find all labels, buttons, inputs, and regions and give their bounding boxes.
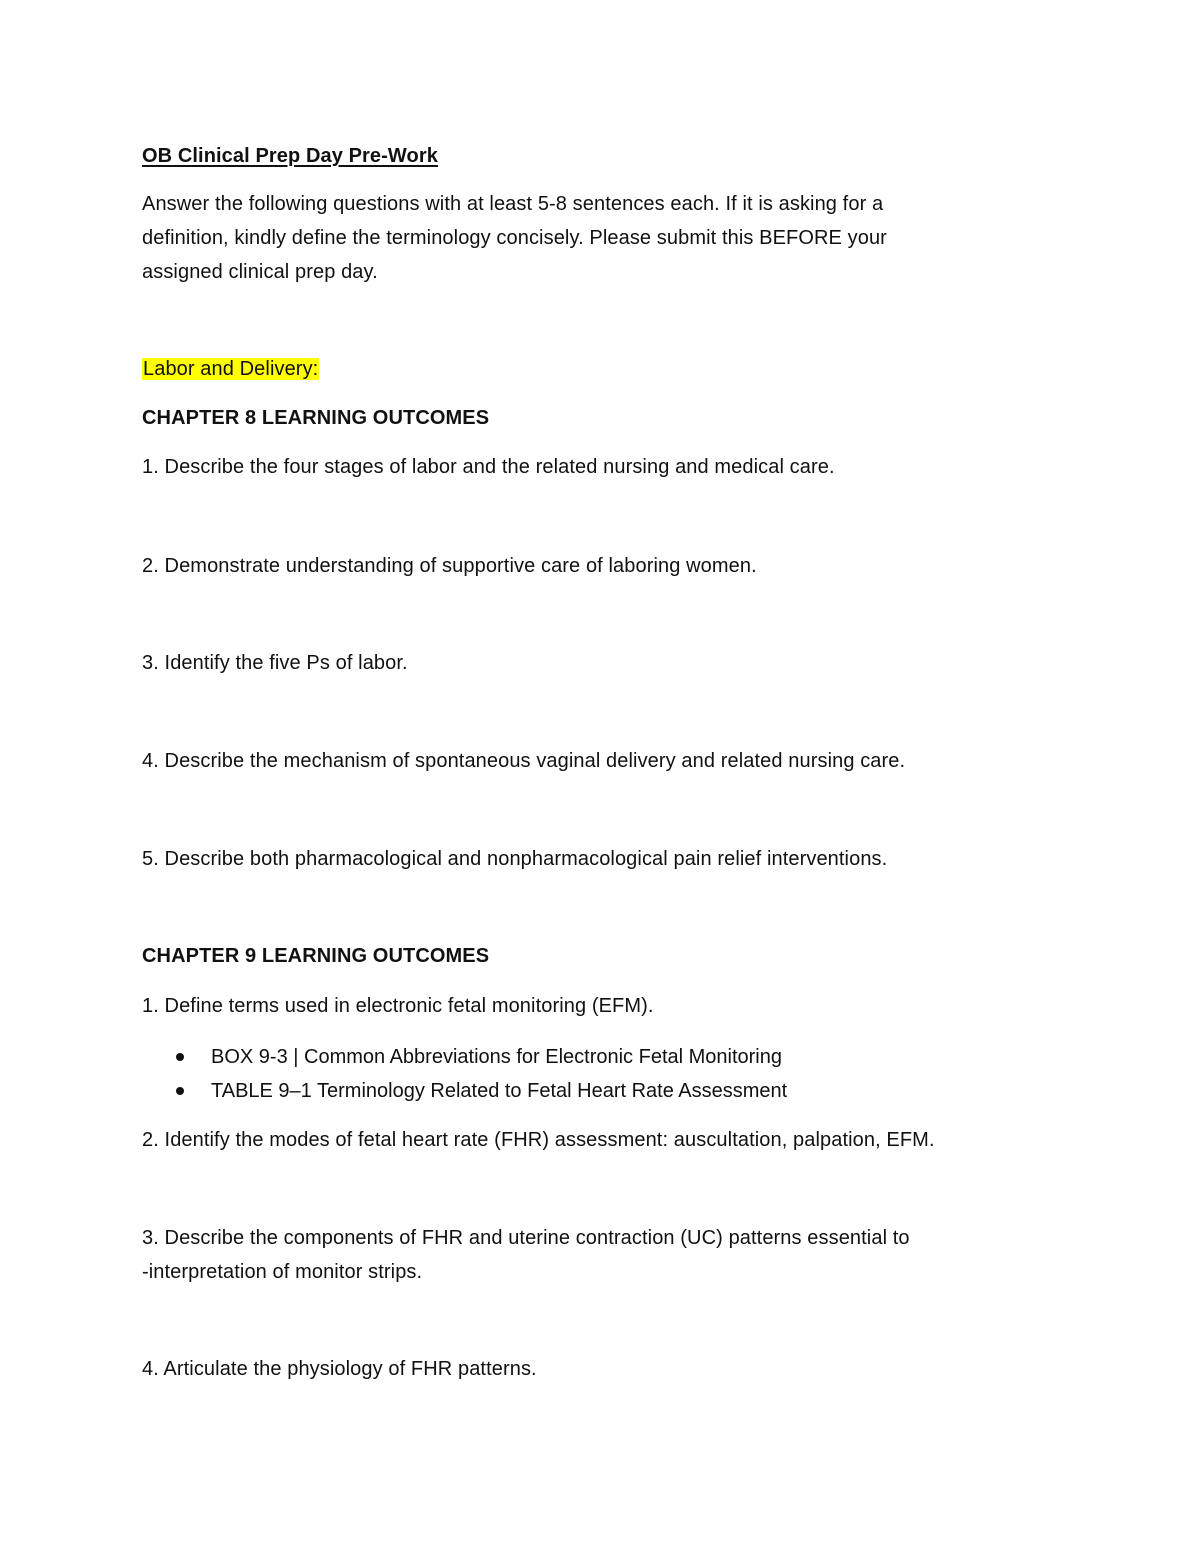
section-label — [142, 352, 319, 386]
chapter8-item-2: 2. Demonstrate understanding of supportive care of laboring women. — [142, 555, 757, 577]
chapter9-heading: CHAPTER 9 LEARNING OUTCOMES — [142, 945, 490, 967]
chapter9-item-3-line-2: -interpretation of monitor strips. — [142, 1261, 423, 1283]
bullet-dot-1 — [176, 1053, 184, 1061]
chapter9-item-2: 2. Identify the modes of fetal heart rate (FHR) assessment: auscultation, palpation, EFM. — [142, 1129, 935, 1151]
chapter9-item-4: 4. Articulate the physiology of FHR patterns. — [142, 1358, 537, 1380]
chapter9-bullet-1: BOX 9-3 | Common Abbreviations for Electronic Fetal Monitoring — [211, 1046, 782, 1068]
intro-line-1: Answer the following questions with at least 5-8 sentences each. If it is asking for a — [142, 193, 884, 215]
chapter8-item-4: 4. Describe the mechanism of spontaneous vaginal delivery and related nursing care. — [142, 750, 906, 772]
section-label-highlight: Labor and Delivery: — [143, 358, 319, 380]
chapter9-bullet-2: TABLE 9–1 Terminology Related to Fetal Heart Rate Assessment — [211, 1080, 788, 1102]
document-title: OB Clinical Prep Day Pre-Work — [142, 145, 438, 167]
chapter8-item-3: 3. Identify the five Ps of labor. — [142, 652, 408, 674]
chapter8-item-5: 5. Describe both pharmacological and nonpharmacological pain relief interventions. — [142, 848, 888, 870]
intro-line-3: assigned clinical prep day. — [142, 261, 378, 283]
chapter9-item-1: 1. Define terms used in electronic fetal monitoring (EFM). — [142, 995, 654, 1017]
chapter8-heading: CHAPTER 8 LEARNING OUTCOMES — [142, 407, 490, 429]
intro-line-2: definition, kindly define the terminology concisely. Please submit this BEFORE your — [142, 227, 887, 249]
chapter9-item-3-line-1: 3. Describe the components of FHR and uterine contraction (UC) patterns essential to — [142, 1227, 910, 1249]
chapter8-item-1: 1. Describe the four stages of labor and the related nursing and medical care. — [142, 456, 835, 478]
bullet-dot-2 — [176, 1087, 184, 1095]
